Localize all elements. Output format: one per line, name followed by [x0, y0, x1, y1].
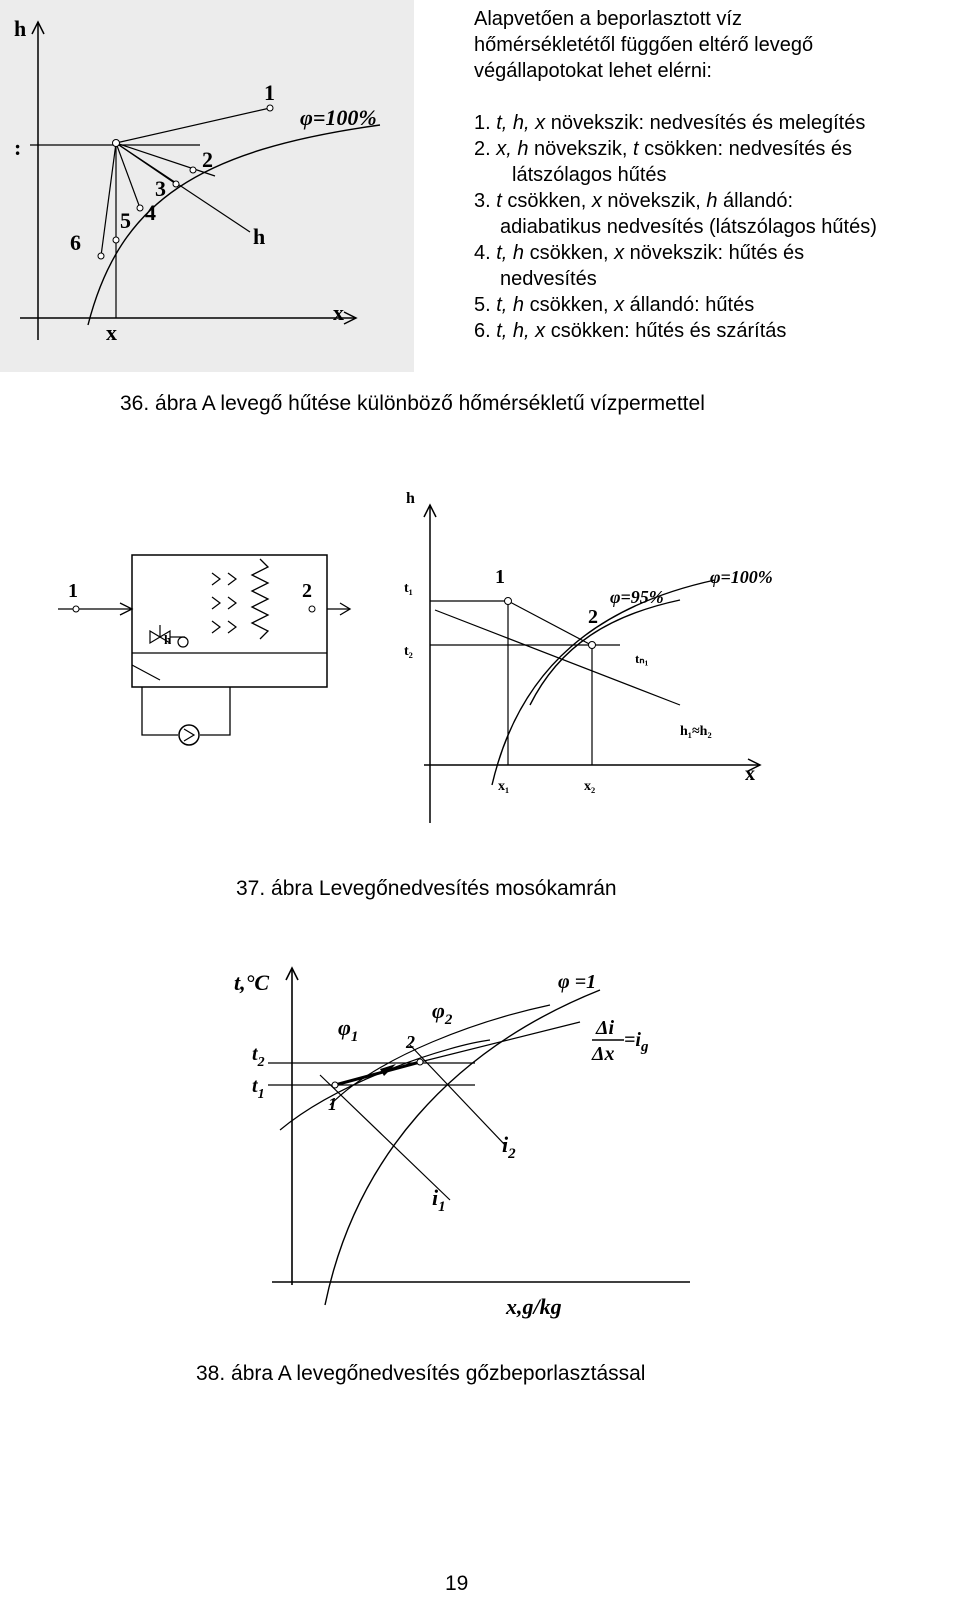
nozzle-5	[228, 597, 236, 609]
fig37-label-valve: h	[164, 632, 172, 647]
fig37-label-t2: t₂	[404, 644, 413, 659]
fig36-label-1: 1	[264, 80, 275, 105]
fig36-label-h: h	[14, 16, 27, 41]
fig36-label-colon: :	[14, 135, 22, 160]
fig38-curve-phi1	[325, 990, 600, 1305]
inlet-point	[73, 606, 79, 612]
fig36-label-hline: h	[253, 224, 266, 249]
item-num: 3.	[474, 190, 497, 212]
fig36-label-6: 6	[70, 230, 81, 255]
outlet-point	[309, 606, 315, 612]
item-vars: h	[706, 190, 718, 212]
fig36-label-2: 2	[202, 147, 213, 172]
fig36-label-x-mark: x	[106, 320, 117, 345]
fig38-label-p2: 2	[406, 1032, 415, 1052]
item-text: növekszik,	[528, 138, 633, 160]
item-vars: t, h, x	[496, 112, 546, 134]
item-num: 1.	[474, 112, 497, 134]
list-item-2-cont: látszólagos hűtés	[512, 164, 667, 186]
item-text: állandó: hűtés	[624, 294, 755, 316]
fig37-label-x2: x₂	[584, 779, 596, 794]
fig37-label-x: x	[745, 763, 755, 785]
item-vars: x	[614, 242, 625, 264]
fig37-curve-phi95	[530, 600, 680, 705]
fig37-label-p1: 1	[495, 566, 505, 588]
pump-pipe-right	[200, 687, 230, 735]
item-vars: t	[632, 138, 639, 160]
fig38-label-p1: 1	[328, 1094, 337, 1114]
fig38-caption: 38. ábra A levegőnedvesítés gőzbeporlasztással	[196, 1362, 646, 1385]
fig38-label-ig: $=i_g$	[624, 1029, 649, 1055]
fig36-diagram	[0, 0, 414, 372]
list-item-2	[474, 136, 877, 162]
fig38-ig-line	[420, 1022, 580, 1062]
fig37-label-phi100: φ=100%	[710, 567, 773, 587]
fig38-point-1	[332, 1082, 338, 1088]
item-text: állandó:	[717, 190, 794, 212]
item-vars: t, h, x	[496, 320, 546, 342]
item-num: 4.	[474, 242, 497, 264]
nozzle-6	[228, 621, 236, 633]
fig38-label-phiEq: φ =1	[558, 971, 597, 993]
item-vars: x	[591, 190, 602, 212]
nozzle-1	[212, 573, 220, 585]
fig37-apparatus	[50, 545, 360, 755]
list-item-6	[474, 318, 877, 344]
fig38-label-t1: $t_1$	[252, 1075, 265, 1102]
item-text: növekszik,	[601, 190, 707, 212]
item-text: csökken: nedvesítés és	[638, 138, 852, 160]
item-num: 2.	[474, 138, 497, 160]
float-icon	[178, 637, 188, 647]
fig38-label-t2: $t_2$	[252, 1043, 265, 1070]
item-text: növekszik: nedvesítés és melegítés	[545, 112, 866, 134]
pump-pipe-left	[142, 687, 178, 735]
fig36-point-3	[173, 181, 179, 187]
list-item-3-cont: adiabatikus nedvesítés (látszólagos hűtés)	[500, 216, 877, 238]
fig38-label-ylabel: t,°C	[234, 970, 270, 995]
intro-line-2: hőmérsékletétől függően eltérő levegő	[474, 34, 814, 56]
fig37-point-1	[505, 598, 512, 605]
fig38-label-i2: $i_2$	[502, 1132, 516, 1162]
fig36-point-6	[98, 253, 104, 259]
fig37-label-in1: 1	[68, 580, 78, 602]
item-text: csökken: hűtés és szárítás	[545, 320, 787, 342]
fig37-label-x1: x₁	[498, 779, 510, 794]
fig36-label-phi: φ=100%	[300, 105, 377, 130]
fig37-label-h: h	[406, 490, 415, 507]
fig37-hx-diagram	[380, 485, 780, 830]
item-vars: x, h	[496, 138, 529, 160]
fig37-label-tn: tₙ₁	[635, 651, 649, 666]
intro-line-1: Alapvetően a beporlasztott víz	[474, 8, 742, 30]
fig36-point-1	[267, 105, 273, 111]
fig37-point-2	[589, 642, 596, 649]
item-text: csökken,	[501, 190, 592, 212]
list-item-5	[474, 292, 877, 318]
fig38-label-i1: $i_1$	[432, 1185, 446, 1215]
list-item-4	[474, 240, 877, 266]
fig37-label-p2: 2	[588, 606, 598, 628]
fig37-label-hh: h₁≈h₂	[680, 724, 712, 739]
fig38-label-xlabel: x,g/kg	[506, 1294, 562, 1319]
droplet-eliminator	[252, 559, 268, 639]
fig36-point-4	[137, 205, 143, 211]
fig36-point-2	[190, 167, 196, 173]
intro-line-3: végállapotokat lehet elérni:	[474, 60, 712, 82]
fig38-point-2	[417, 1059, 423, 1065]
fig36-label-4: 4	[145, 200, 156, 225]
pump-icon	[179, 725, 199, 745]
item-vars: x	[614, 294, 625, 316]
fig37-caption: 37. ábra Levegőnedvesítés mosókamrán	[236, 877, 617, 900]
fig36-label-5: 5	[120, 208, 131, 233]
item-text: csökken,	[524, 294, 615, 316]
item-text: növekszik: hűtés és	[624, 242, 805, 264]
fig36-text-block	[474, 6, 877, 344]
valve-icon	[150, 631, 160, 643]
fig36-label-3: 3	[155, 176, 166, 201]
item-num: 6.	[474, 320, 497, 342]
item-num: 5.	[474, 294, 497, 316]
fig37-label-t1: t₁	[404, 581, 413, 596]
fig36-label-x-axis: x	[333, 300, 344, 325]
drain-line	[132, 665, 160, 680]
list-item-3	[474, 188, 877, 214]
fig38-label-dx: Δx	[592, 1043, 615, 1065]
fig38-label-di: Δi	[596, 1017, 615, 1039]
fig37-process-line	[508, 601, 595, 647]
item-vars: t, h	[496, 294, 525, 316]
item-vars: t	[496, 190, 502, 212]
page-number: 19	[445, 1572, 469, 1595]
fig37-label-phi95: φ=95%	[610, 587, 664, 607]
fig38-label-phi2: $\varphi_2$	[432, 998, 453, 1028]
item-text: csökken,	[524, 242, 615, 264]
fig38-i1-line	[320, 1075, 450, 1200]
fig38-label-phi1: $\varphi_1$	[338, 1015, 359, 1045]
fig37-label-out2: 2	[302, 580, 312, 602]
fig38-diagram	[220, 960, 720, 1335]
fig36-start-point	[113, 140, 120, 147]
list-item-4-cont: nedvesítés	[500, 268, 597, 290]
fig38-process-arrow	[335, 1062, 420, 1085]
fig36-caption: 36. ábra A levegő hűtése különböző hőmérsékletű vízpermettel	[120, 392, 705, 415]
list-item-1	[474, 110, 877, 136]
nozzle-4	[228, 573, 236, 585]
nozzle-3	[212, 621, 220, 633]
fig36-point-5	[113, 237, 119, 243]
nozzle-2	[212, 597, 220, 609]
fig38-i2-line	[410, 1045, 505, 1145]
item-vars: t, h	[496, 242, 525, 264]
